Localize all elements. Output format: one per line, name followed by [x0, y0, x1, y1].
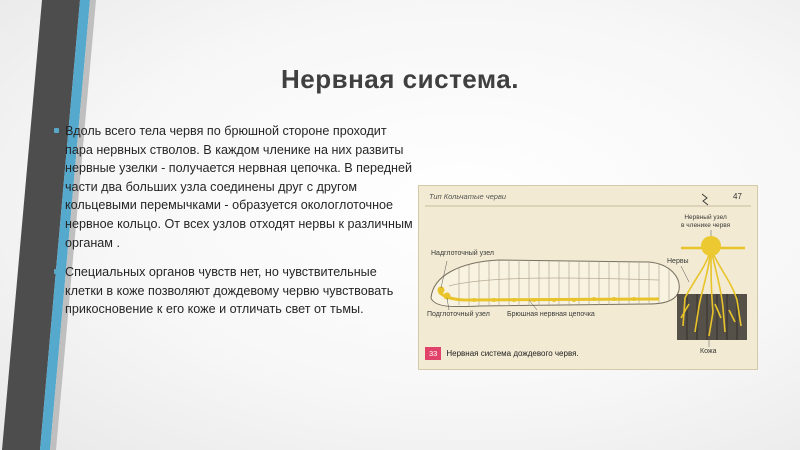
figure-number-badge: 33: [425, 347, 441, 360]
label-sub-ganglion: Подглоточный узел: [427, 311, 490, 318]
figure-header: Тип Кольчатые черви: [429, 192, 507, 201]
page-title: Нервная система.: [281, 64, 519, 94]
segment-ganglion: [701, 236, 721, 256]
label-segment-node: Нервный узел в членике червя: [681, 214, 731, 229]
bullet-icon: [54, 128, 59, 133]
paragraph-1-text: Вдоль всего тела червя по брюшной стороне проходит пара нервных стволов. В каждом членике на них развиты нервные узелки - получается нервная цепочка. В передней части два больших узла соединены друг с другом кольцевыми перемычками - образуется окологлоточное нервное кольцо. От всех узлов отходят нервы к различным органам .: [65, 124, 413, 250]
paragraph-2: [65, 263, 417, 319]
figure-caption: [425, 346, 579, 360]
text-body: [55, 122, 417, 330]
label-supra-ganglion: Надглоточный узел: [431, 250, 494, 257]
paragraph-2-text: Специальных органов чувств нет, но чувствительные клетки в коже позволяют дождевому червю чувствовать прикосновение к его коже и отличать свет от тьмы.: [65, 265, 394, 317]
label-nerve-chain: Брюшная нервная цепочка: [507, 311, 595, 318]
label-nerves: Нервы: [667, 258, 689, 265]
earthworm-nervous-system-figure: [418, 185, 758, 370]
bullet-icon: [54, 269, 59, 274]
label-skin: Кожа: [700, 348, 717, 355]
leader-nerves: [681, 266, 689, 282]
figure-caption-text: Нервная система дождевого червя.: [446, 348, 579, 358]
paragraph-1: [65, 122, 417, 252]
squiggle-mark: [702, 194, 708, 205]
figure-page-number: 47: [733, 192, 742, 201]
